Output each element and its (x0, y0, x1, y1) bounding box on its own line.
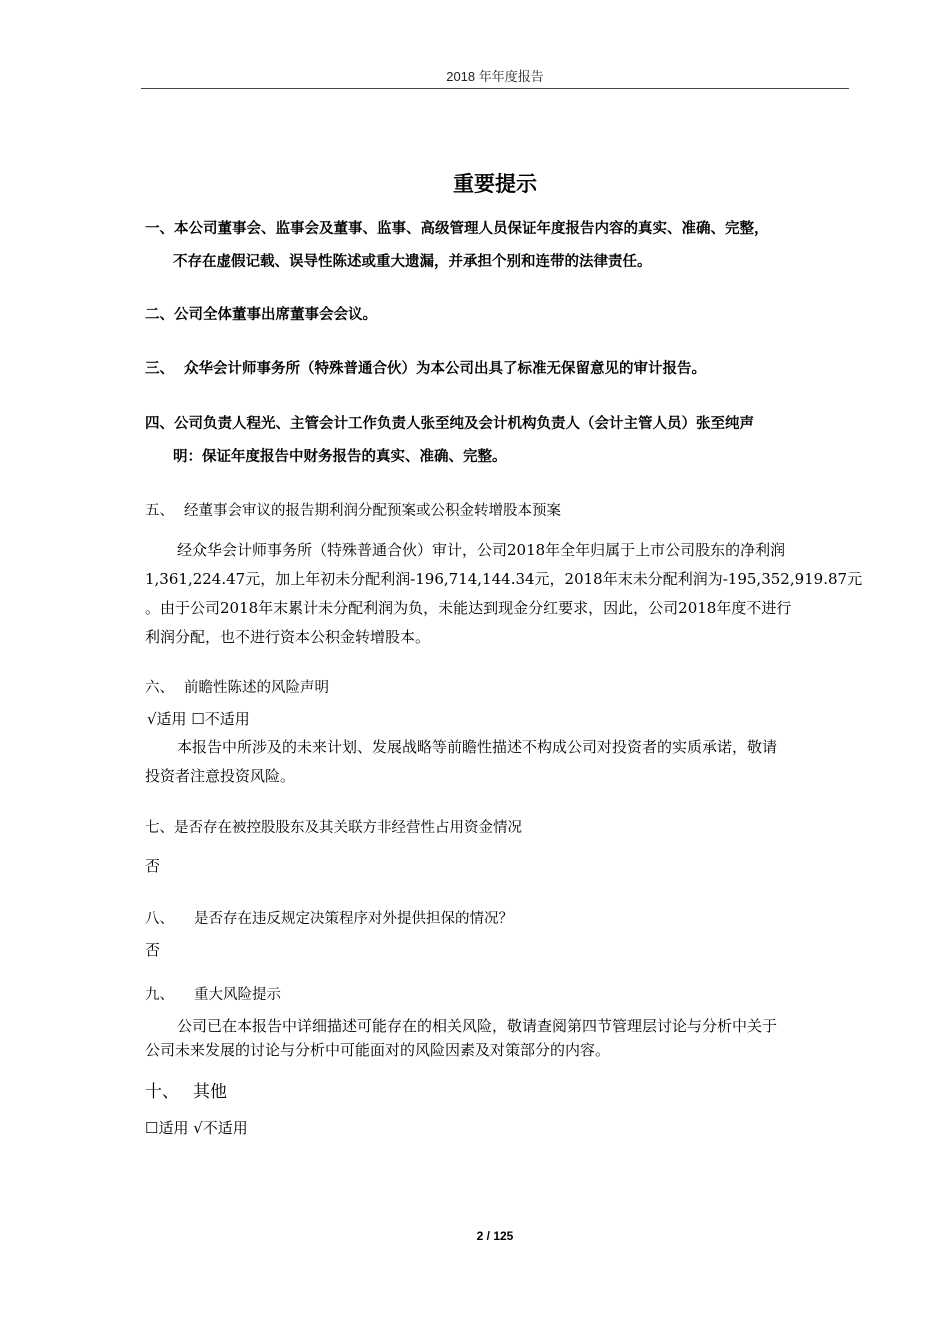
item-9-heading-text: 重大风险提示 (194, 987, 281, 1003)
item-3 (145, 358, 706, 380)
item-4-text-1: 公司负责人程光、主管会计工作负责人张至纯及会计机构负责人（会计主管人员）张至纯声 (174, 416, 754, 432)
item-6-para-line-2: 投资者注意投资风险。 (145, 767, 296, 785)
item-7-number: 七、 (145, 820, 174, 836)
item-7-heading-text: 是否存在被控股股东及其关联方非经营性占用资金情况 (174, 820, 522, 836)
item-9-heading (145, 984, 281, 1006)
item-5-para-line-4: 利润分配，也不进行资本公积金转增股本。 (145, 628, 431, 646)
item-10-number: 十、 (145, 1082, 179, 1102)
item-9-para-line-2: 公司未来发展的讨论与分析中可能面对的风险因素及对策部分的内容。 (145, 1041, 611, 1059)
item-5-para-line-3: 。由于公司2018年末累计未分配利润为负，未能达到现金分红要求，因此，公司2018年度不进行 (145, 599, 792, 617)
item-1-number: 一、 (145, 221, 174, 237)
item-6-heading (145, 677, 329, 699)
item-10-heading-text: 其他 (193, 1082, 227, 1102)
item-8-answer: 否 (145, 941, 161, 959)
item-6-number: 六、 (145, 680, 174, 696)
page-title: 重要提示 (453, 172, 537, 196)
item-1-text-1: 本公司董事会、监事会及董事、监事、高级管理人员保证年度报告内容的真实、准确、完整， (174, 221, 769, 237)
item-8-heading-text: 是否存在违反规定决策程序对外提供担保的情况？ (194, 911, 513, 927)
item-1-line-2: 不存在虚假记载、误导性陈述或重大遗漏，并承担个别和连带的法律责任。 (173, 254, 652, 270)
item-4-number: 四、 (145, 416, 174, 432)
item-3-text: 众华会计师事务所（特殊普通合伙）为本公司出具了标准无保留意见的审计报告。 (184, 361, 706, 377)
item-7-heading (145, 817, 522, 839)
item-10-applicability: ☐适用 √不适用 (145, 1119, 248, 1137)
item-2-number: 二、 (145, 307, 174, 323)
item-9-number: 九、 (145, 987, 174, 1003)
item-6-para-line-1: 本报告中所涉及的未来计划、发展战略等前瞻性描述不构成公司对投资者的实质承诺，敬请 (177, 738, 778, 756)
item-2 (145, 304, 377, 326)
item-5-heading-text: 经董事会审议的报告期利润分配预案或公积金转增股本预案 (184, 503, 561, 519)
item-4-line-1 (145, 413, 754, 435)
item-5-para-line-2: 1,361,224.47元，加上年初未分配利润-196,714,144.34元，2018年末未分配利润为-195,352,919.87元 (145, 570, 863, 588)
item-6-applicability: √适用 ☐不适用 (147, 710, 250, 728)
item-6-heading-text: 前瞻性陈述的风险声明 (184, 680, 329, 696)
item-5-para-line-1: 经众华会计师事务所（特殊普通合伙）审计，公司2018年全年归属于上市公司股东的净利润 (177, 541, 786, 559)
item-8-heading (145, 908, 513, 930)
item-5-heading (145, 500, 561, 522)
item-5-number: 五、 (145, 503, 174, 519)
item-8-number: 八、 (145, 911, 174, 927)
page-header: 2018 年年度报告 (446, 69, 544, 84)
item-2-text: 公司全体董事出席董事会会议。 (174, 307, 377, 323)
item-10-heading (145, 1081, 227, 1103)
page-number: 2 / 125 (476, 1229, 514, 1243)
item-3-number: 三、 (145, 361, 174, 377)
item-9-para-line-1: 公司已在本报告中详细描述可能存在的相关风险，敬请查阅第四节管理层讨论与分析中关于 (177, 1017, 778, 1035)
item-7-answer: 否 (145, 857, 161, 875)
item-4-line-2: 明：保证年度报告中财务报告的真实、准确、完整。 (173, 449, 507, 465)
item-1-line-1 (145, 218, 769, 240)
header-divider (141, 88, 849, 89)
